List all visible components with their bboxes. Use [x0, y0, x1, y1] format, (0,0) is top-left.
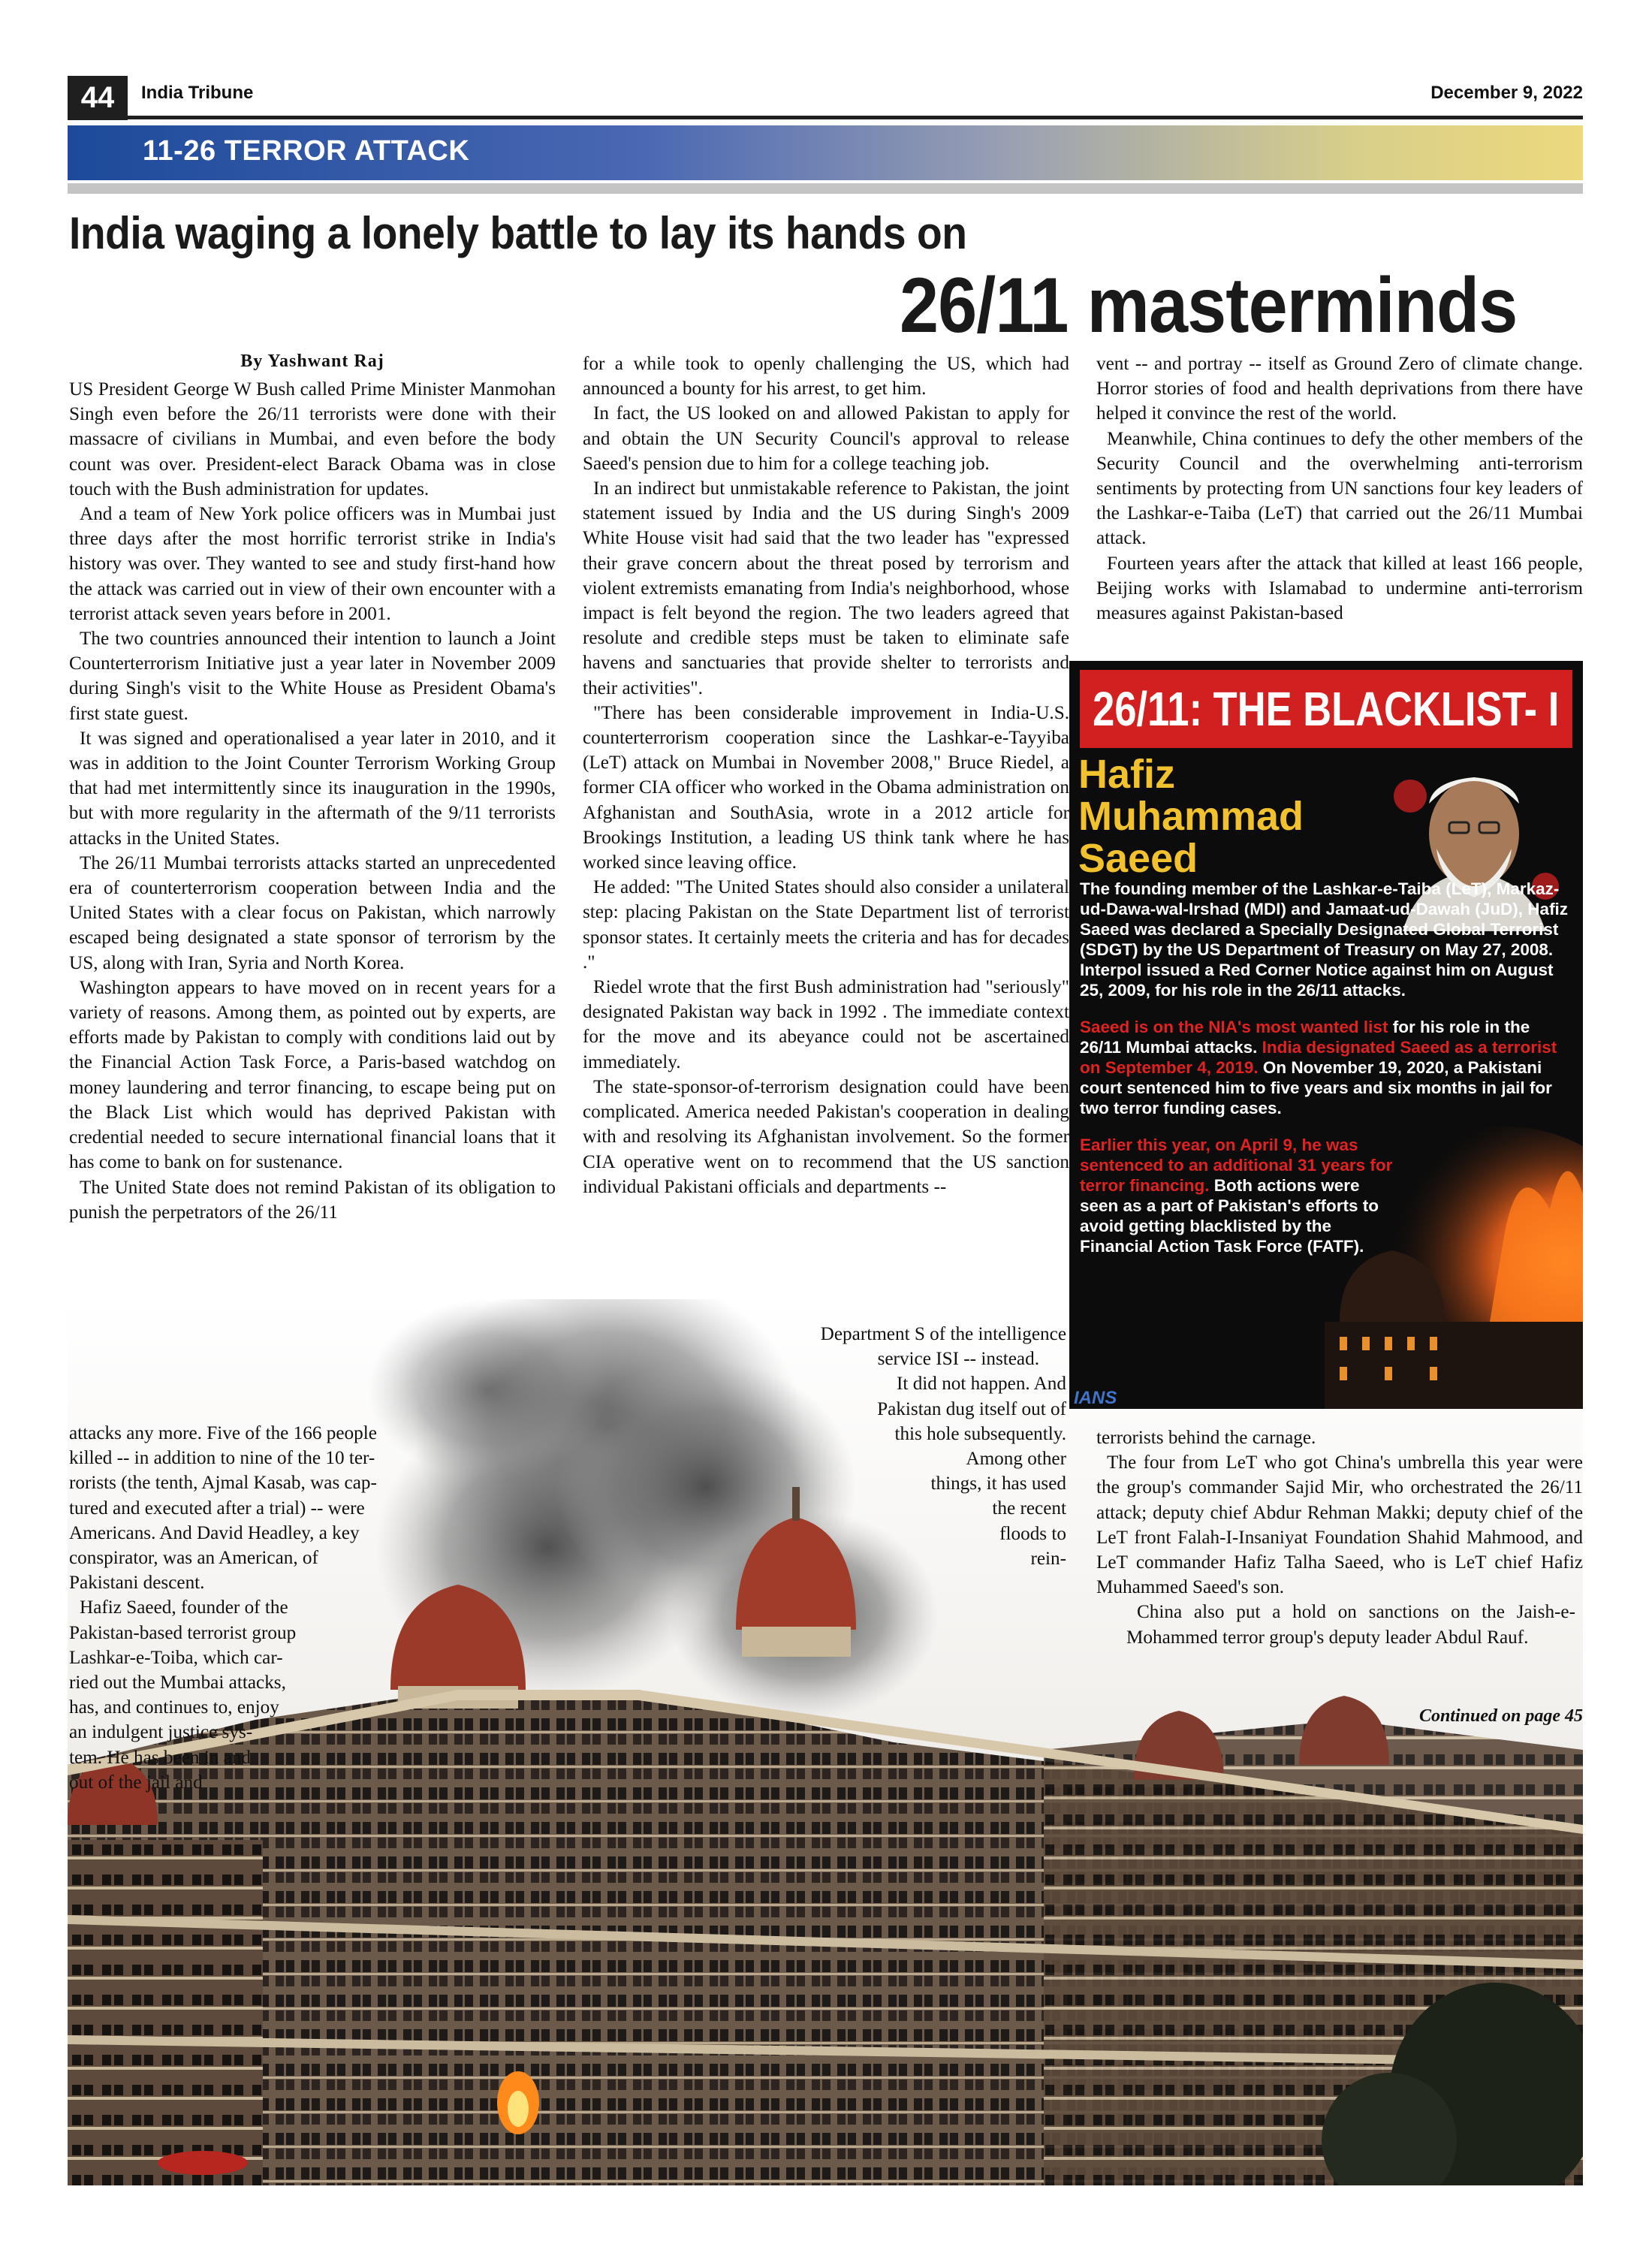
col1-line: ried out the Mumbai attacks,	[69, 1672, 286, 1694]
col1-line: Americans. And David Headley, a key	[69, 1522, 360, 1543]
col1-line: has, and continues to, enjoy	[69, 1697, 279, 1718]
infobox-paragraph-1: The founding member of the Lashkar-e-Taiba (LeT), Markaz-ud-Dawa-wal-Irshad (MDI) and Jamaat-ud-Dawah (JuD), Hafiz Saeed was declared a Specially Designated Global Terrorist (SDGT) by the US Department of Treasury on May 27, 2008. Interpol issued a Red Corner Notice against him on August 25, 2009, for his role in the 26/11 attacks.	[1080, 879, 1569, 1000]
infobox-text-run: for his role in the 26/11 Mumbai attacks.	[1080, 1018, 1530, 1057]
infobox-highlight: Saeed is on the NIA's most wanted list	[1080, 1018, 1388, 1036]
headline-line-2: 26/11 masterminds	[900, 262, 1518, 349]
infobox-name-line: Muhammad	[1078, 794, 1304, 839]
col1-paragraph: The 26/11 Mumbai terrorists attacks started an unprecedented era of counterterrorism cooperation between India and the United States with a clear focus on Pakistan, which narrowly escaped being designated a state sponsor of terrorism by the US, along with Iran, Syria and North Korea.	[69, 852, 556, 973]
col2-line: Pakistan dug itself out of	[877, 1398, 1066, 1419]
col2-line: Among other	[966, 1449, 1066, 1470]
col1-line: an indulgent justice sys-	[69, 1722, 253, 1743]
col2-line: service ISI -- instead.	[877, 1349, 1039, 1370]
col2-paragraph: In fact, the US looked on and allowed Pakistan to apply for and obtain the UN Security Council's approval to release Saeed's pension due to him for a college teaching job.	[583, 403, 1069, 474]
col2-paragraph: The state-sponsor-of-terrorism designation could have been complicated. America needed Pakistan's cooperation in dealing with and resolving its Afghanistan involvement. So the former CIA operative went on to recommend that the US sanction individual Pakistani officials and departments --	[583, 1076, 1069, 1197]
col1-line: conspirator, was an American, of	[69, 1548, 318, 1569]
infobox-name-line: Saeed	[1078, 836, 1198, 881]
col1-line: tem. He has been in and	[69, 1747, 251, 1768]
infobox-text-run: On November 19, 2020, a Pakistani court sentenced him to five years and six months in jail for two terror funding cases.	[1080, 1058, 1552, 1117]
col1-line: attacks any more. Five of the 166 people	[69, 1423, 377, 1443]
col1-line: Pakistan-based terrorist group	[69, 1622, 297, 1643]
article-column-1	[69, 377, 556, 1225]
infobox-title-text: 26/11: THE BLACKLIST- I	[1093, 682, 1560, 736]
col3-paragraph: Fourteen years after the attack that killed at least 166 people, Beijing works with Islamabad to undermine anti-terrorism measures against Pakistan-based	[1096, 553, 1583, 624]
col2-paragraph: "There has been considerable improvement in India-U.S. counterterrorism cooperation since the Lashkar-e-Tayyiba (LeT) attack on Mumbai in November 2008," Bruce Riedel, a former CIA officer who worked in the Obama administration on Afghanistan and SouthAsia, wrote in a 2012 article for Brookings Institution, a leading US think tank where he has worked since leaving office.	[583, 702, 1069, 873]
col2-paragraph: In an indirect but unmistakable reference to Pakistan, the joint statement issued by India and the US during Singh's 2009 White House visit had said that the two leader has "expressed their grave concern about the threat posed by terrorism and violent extremists emanating from India's neighborhood, whose impact is felt beyond the region. The two leaders agreed that resolute and credible steps must be taken to eliminate safe havens and sanctuaries that provide shelter to terrorists and their activities".	[583, 478, 1069, 698]
article-column-3	[1096, 351, 1583, 626]
col1-paragraph: US President George W Bush called Prime Minister Manmohan Singh even before the 26/11 terrorists were done with their massacre of civilians in Mumbai, and even before the body count was over. President-elect Barack Obama was in close touch with the Bush administration for updates.	[69, 379, 556, 499]
infobox-paragraph-2	[1080, 1017, 1575, 1118]
blacklist-infobox	[1069, 661, 1583, 1409]
article-column-2	[583, 351, 1069, 1199]
infobox-paragraph-3	[1080, 1135, 1395, 1256]
col3-paragraph: vent -- and portray -- itself as Ground Zero of climate change. Horror stories of food and health deprivations from there have helped it convince the rest of the world.	[1096, 354, 1583, 424]
infobox-highlight: India designated Saeed as a terrorist on September 4, 2019.	[1080, 1038, 1557, 1077]
headline-line-1: India waging a lonely battle to lay its hands on	[69, 208, 967, 258]
col1-paragraph: It was signed and operationalised a year later in 2010, and it was in addition to the Joint Counter Terrorism Working Group that had met intermittently since its inauguration in the 1990s, but with more regularity in the aftermath of the 9/11 terrorists attacks in the United States.	[69, 728, 556, 849]
col2-paragraph: for a while took to openly challenging the US, which had announced a bounty for his arrest, to get him.	[583, 354, 1069, 400]
col1-line: out of the jail and	[69, 1772, 203, 1793]
article-column-1-wrap	[69, 1421, 520, 1795]
publication-date: December 9, 2022	[1430, 83, 1583, 103]
col1-paragraph: The United State does not remind Pakistan of its obligation to punish the perpetrators of the 26/11	[69, 1177, 556, 1223]
article-column-3-continued	[1096, 1425, 1583, 1650]
header-rule	[68, 116, 1583, 119]
infobox-text	[1080, 879, 1575, 1273]
col2-line: floods to	[999, 1523, 1066, 1544]
col2-line: the recent	[992, 1498, 1066, 1519]
col3-paragraph: China also put a hold on sanctions on the Jaish-e-Mohammed terror group's deputy leader Abdul Rauf.	[1126, 1602, 1575, 1648]
col2-line: Department S of the intelligence	[820, 1324, 1066, 1344]
col2-line: rein-	[1030, 1548, 1066, 1569]
col1-line: Lashkar-e-Toiba, which car-	[69, 1647, 283, 1668]
infobox-highlight: Earlier this year, on April 9, he was sentenced to an additional 31 years for terror financing.	[1080, 1136, 1393, 1195]
col1-paragraph: Washington appears to have moved on in recent years for a variety of reasons. Among them, as pointed out by experts, are efforts made by Pakistan to comply with conditions laid out by the Financial Action Task Force, a Paris-based watchdog on money laundering and terror financing, to escape being put on the Black List which would has deprived Pakistan with credential needed to secure international financial loans that it has come to bank on for sustenance.	[69, 977, 556, 1173]
photo-credit: IANS	[1074, 1388, 1117, 1408]
col1-line: rorists (the tenth, Ajmal Kasab, was cap-	[69, 1473, 377, 1494]
infobox-title	[1080, 670, 1572, 748]
section-title: 11-26 TERROR ATTACK	[143, 135, 470, 167]
infobox-text-run: Both actions were seen as a part of Pakistan's efforts to avoid getting blacklisted by the Financial Action Task Force (FATF).	[1080, 1176, 1379, 1256]
article-column-2-wrap	[688, 1322, 1069, 1571]
byline: By Yashwant Raj	[240, 351, 384, 371]
col1-paragraph: And a team of New York police officers was in Mumbai just three days after the most horrific terrorist strike in India's history was over. They wanted to see and study first-hand how the attack was carried out in view of their own encounter with a terrorist attack seven years before in 2001.	[69, 504, 556, 624]
page-number: 44	[68, 76, 128, 120]
col2-line: things, it has used	[930, 1473, 1066, 1494]
col2-paragraph: Riedel wrote that the first Bush administration had "seriously" designated Pakistan way back in 1992 . The immediate context for the move and its abeyance could not be ascertained immediately.	[583, 977, 1069, 1072]
col1-line: Hafiz Saeed, founder of the	[80, 1597, 288, 1618]
col3-paragraph: The four from LeT who got China's umbrella this year were the group's commander Sajid Mir, who orchestrated the 26/11 attack; deputy chief Abdur Rehman Makki; deputy chief of the LeT front Falah-I-Insaniyat Foundation Shahid Mahmood, and LeT commander Hafiz Talha Saeed, who is LeT chief Hafiz Muhammed Saeed's son.	[1096, 1452, 1583, 1598]
infobox-name-line: Hafiz	[1078, 752, 1176, 797]
col1-line: Pakistani descent.	[69, 1573, 205, 1594]
publication-name: India Tribune	[141, 83, 254, 103]
col1-paragraph: The two countries announced their intention to launch a Joint Counterterrorism Initiative just a year later in November 2009 during Singh's visit to the White House as President Obama's first state guest.	[69, 629, 556, 724]
col2-line: It did not happen. And	[897, 1374, 1066, 1395]
col1-line: tured and executed after a trial) -- were	[69, 1497, 365, 1519]
continued-note: Continued on page 45	[1418, 1706, 1583, 1726]
col3-paragraph: terrorists behind the carnage.	[1096, 1428, 1316, 1448]
banner-rule	[68, 183, 1583, 194]
col2-line: this hole subsequently.	[894, 1423, 1066, 1444]
col3-paragraph: Meanwhile, China continues to defy the other members of the Security Council and the overwhelming anti-terrorism sentiments by protecting from UN sanctions four key leaders of the Lashkar-e-Taiba (LeT) that carried out the 26/11 Mumbai attack.	[1096, 428, 1583, 549]
col1-line: killed -- in addition to nine of the 10 ter-	[69, 1448, 375, 1469]
col2-paragraph: He added: "The United States should also consider a unilateral step: placing Pakistan on the State Department list of terrorist sponsor states. It certainly meets the criteria and has for decades ."	[583, 877, 1069, 973]
